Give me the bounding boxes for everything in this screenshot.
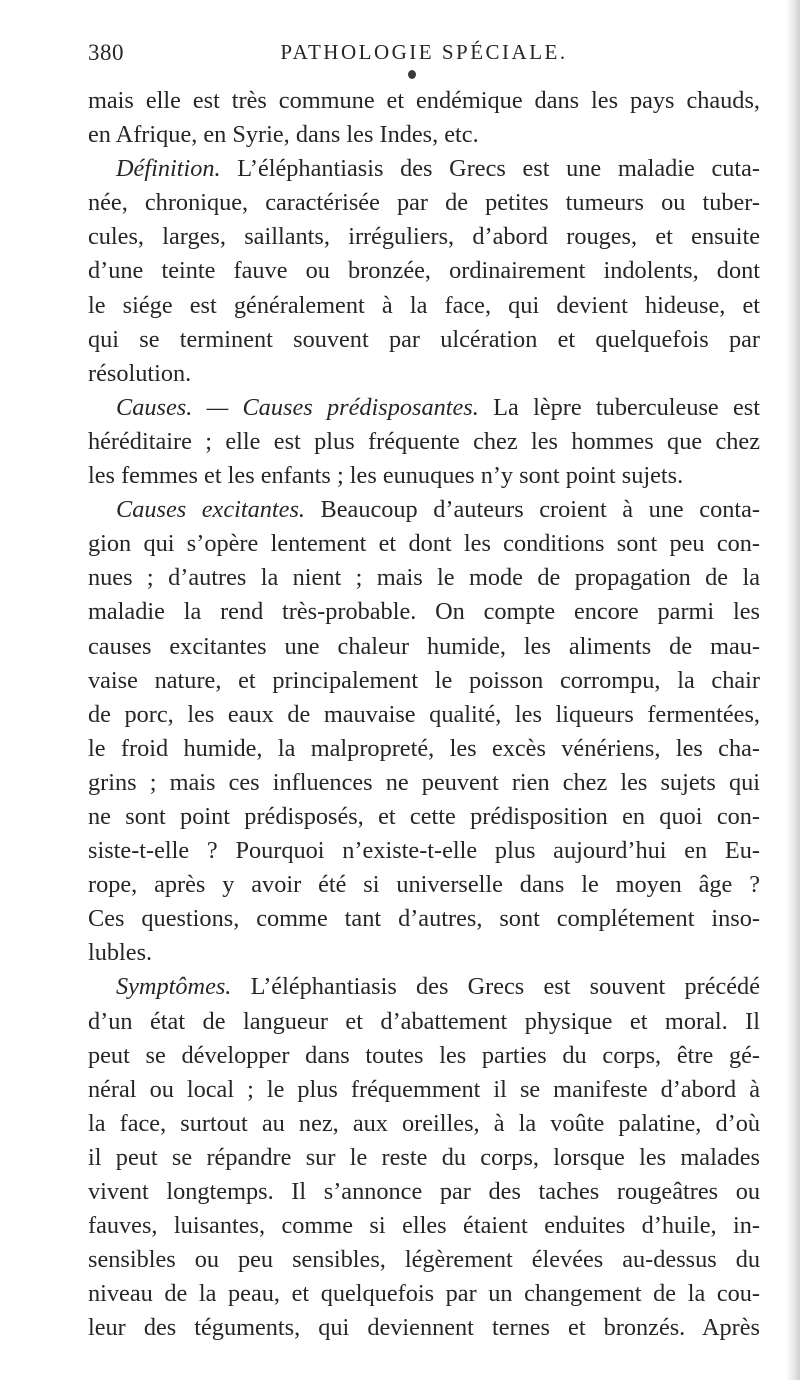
line-text: La lèpre tuberculeuse est: [478, 393, 761, 421]
text-line: [88, 1073, 760, 1107]
section-heading: Causes excitantes.: [116, 496, 305, 524]
text-line: [88, 732, 760, 766]
line-text: Beaucoup d’auteurs croient à une conta-: [304, 496, 760, 524]
text-line: [88, 800, 760, 834]
line-text: en Afrique, en Syrie, dans les Indes, etc.: [88, 121, 479, 149]
running-title: PATHOLOGIE SPÉCIALE.: [280, 40, 568, 64]
text-line: [88, 118, 760, 152]
text-line: [88, 1209, 760, 1243]
line-text: vivent longtemps. Il s’annonce par des taches rougeâtres ou: [88, 1178, 760, 1205]
text-line: [88, 1277, 760, 1311]
text-line: [88, 936, 760, 970]
text-line: [88, 84, 760, 118]
line-text: née, chronique, caractérisée par de petites tumeurs ou tuber-: [88, 189, 760, 217]
line-text: nues ; d’autres la nient ; mais le mode de propagation de la: [88, 564, 760, 592]
text-line: [88, 323, 760, 357]
text-line: [88, 186, 760, 220]
text-line: [88, 1175, 760, 1209]
text-line: [88, 493, 760, 527]
line-text: d’un état de langueur et d’abattement physique et moral. Il: [88, 1007, 760, 1035]
line-text: L’éléphantiasis des Grecs est souvent précédé: [231, 973, 760, 1001]
text-line: [88, 766, 760, 800]
text-line: [88, 595, 760, 629]
text-line: [88, 561, 760, 595]
text-line: [88, 868, 760, 902]
line-text: rope, après y avoir été si universelle dans le moyen âge ?: [88, 871, 760, 899]
section-heading: Symptômes.: [116, 973, 232, 1001]
text-line: [88, 459, 760, 493]
line-text: ne sont point prédisposés, et cette prédisposition en quoi con-: [88, 802, 760, 830]
line-text: Ces questions, comme tant d’autres, sont complétement inso-: [88, 905, 760, 933]
text-line: [88, 527, 760, 561]
text-line: [88, 152, 760, 186]
line-text: le siége est généralement à la face, qui devient hideuse, et: [88, 291, 760, 319]
text-line: [88, 664, 760, 698]
line-text: lubles.: [88, 939, 153, 967]
page-header: [88, 40, 760, 76]
line-text: siste-t-elle ? Pourquoi n’existe-t-elle plus aujourd’hui en Eu-: [88, 837, 760, 865]
line-text: leur des téguments, qui deviennent ternes et bronzés. Après: [88, 1314, 760, 1342]
page-number: 380: [88, 40, 124, 65]
line-text: gion qui s’opère lentement et dont les conditions sont peu con-: [88, 530, 760, 558]
line-text: vaise nature, et principalement le poisson corrompu, la chair: [88, 666, 760, 694]
line-text: maladie la rend très-probable. On compte encore parmi les: [88, 598, 760, 626]
line-text: de porc, les eaux de mauvaise qualité, les liqueurs fermentées,: [88, 700, 760, 728]
line-text: L’éléphantiasis des Grecs est une maladie cuta-: [220, 155, 760, 183]
text-line: [88, 1243, 760, 1277]
text-line: [88, 289, 760, 323]
text-line: [88, 391, 760, 425]
line-text: résolution.: [88, 359, 192, 387]
body-text: [88, 84, 760, 1345]
line-text: il peut se répandre sur le reste du corps, lorsque les malades: [88, 1143, 760, 1171]
text-line: [88, 425, 760, 459]
line-text: sensibles ou peu sensibles, légèrement élevées au-dessus du: [88, 1246, 760, 1274]
ink-spot: [408, 70, 416, 79]
text-line: [88, 357, 760, 391]
text-line: [88, 254, 760, 288]
line-text: mais elle est très commune et endémique dans les pays chauds,: [88, 87, 760, 114]
line-text: grins ; mais ces influences ne peuvent rien chez les sujets qui: [88, 768, 760, 796]
text-line: [88, 1005, 760, 1039]
section-heading: Causes. — Causes prédisposantes.: [116, 393, 479, 421]
line-text: héréditaire ; elle est plus fréquente chez les hommes que chez: [88, 427, 760, 455]
page-edge-shadow: [786, 0, 800, 1380]
text-line: [88, 1039, 760, 1073]
text-line: [88, 902, 760, 936]
text-line: [88, 220, 760, 254]
text-line: [88, 630, 760, 664]
text-line: [88, 698, 760, 732]
section-heading: Définition.: [116, 155, 221, 183]
line-text: niveau de la peau, et quelquefois par un changement de la cou-: [88, 1280, 760, 1308]
line-text: la face, surtout au nez, aux oreilles, à la voûte palatine, d’où: [88, 1109, 760, 1137]
text-line: [88, 1311, 760, 1345]
line-text: les femmes et les enfants ; les eunuques n’y sont point sujets.: [88, 462, 684, 490]
line-text: peut se développer dans toutes les parties du corps, être gé-: [88, 1041, 760, 1069]
line-text: cules, larges, saillants, irréguliers, d’abord rouges, et ensuite: [88, 223, 760, 251]
line-text: qui se terminent souvent par ulcération et quelquefois par: [88, 325, 760, 353]
line-text: fauves, luisantes, comme si elles étaient enduites d’huile, in-: [88, 1212, 760, 1240]
text-line: [88, 834, 760, 868]
text-line: [88, 970, 760, 1004]
text-line: [88, 1107, 760, 1141]
line-text: le froid humide, la malpropreté, les excès vénériens, les cha-: [88, 734, 760, 762]
line-text: d’une teinte fauve ou bronzée, ordinairement indolents, dont: [88, 257, 760, 285]
line-text: néral ou local ; le plus fréquemment il se manifeste d’abord à: [88, 1075, 760, 1103]
text-line: [88, 1141, 760, 1175]
line-text: causes excitantes une chaleur humide, les aliments de mau-: [88, 632, 760, 660]
